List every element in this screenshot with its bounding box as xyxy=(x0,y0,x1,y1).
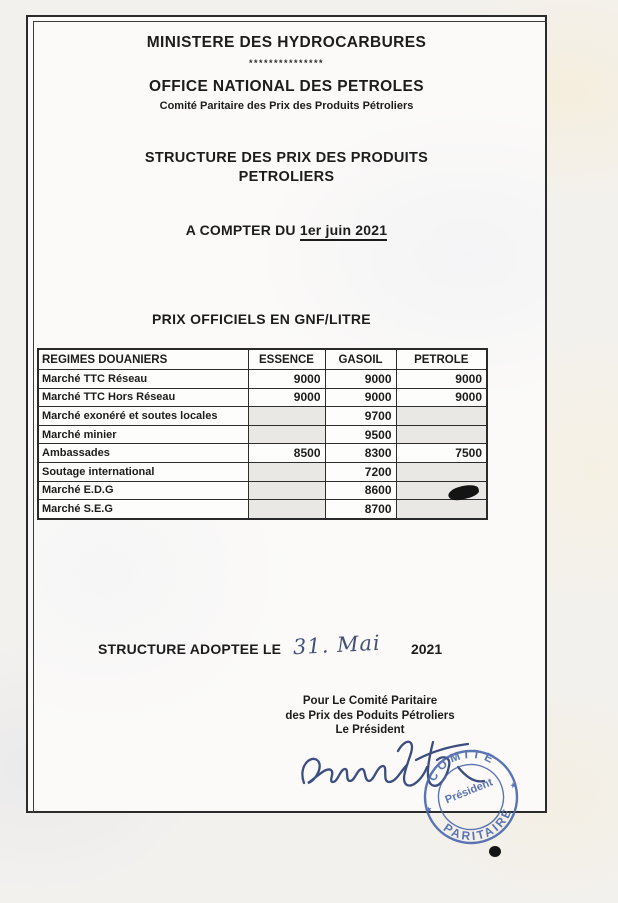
table-row xyxy=(38,481,487,500)
document-title-line2: PETROLIERS xyxy=(238,169,335,185)
adoption-year: 2021 xyxy=(410,641,443,657)
stamp-bottom-text: PARITAIRE xyxy=(440,805,516,844)
signature-block-line3: Le Président xyxy=(335,724,405,736)
essence-value xyxy=(248,462,325,481)
gasoil-value: 9500 xyxy=(325,425,396,444)
column-header-gasoil: GASOIL xyxy=(325,349,396,370)
gasoil-value: 9000 xyxy=(325,370,396,389)
effective-date-prefix: A COMPTER DU xyxy=(185,222,300,238)
table-row xyxy=(38,388,487,407)
signature-block-line2: des Prix des Poduits Pétroliers xyxy=(285,709,455,722)
effective-date-line xyxy=(28,222,545,238)
table-row xyxy=(38,425,487,444)
gasoil-value: 8300 xyxy=(325,444,396,463)
regime-label: Soutage international xyxy=(38,462,248,481)
document-title xyxy=(28,149,545,187)
essence-value xyxy=(248,500,325,519)
adoption-prefix: STRUCTURE ADOPTEE LE xyxy=(98,641,282,657)
asterisk-separator: *************** xyxy=(248,58,325,68)
table-row xyxy=(38,407,487,426)
gasoil-value: 8700 xyxy=(325,500,396,519)
petrole-value xyxy=(396,407,487,426)
gasoil-value: 7200 xyxy=(325,462,396,481)
ministry-title: MINISTERE DES HYDROCARBURES xyxy=(146,34,427,51)
ink-dot xyxy=(489,846,501,857)
signature-block-line1: Pour Le Comité Paritaire xyxy=(302,695,438,707)
essence-value xyxy=(248,407,325,426)
document-title-line1: STRUCTURE DES PRIX DES PRODUITS xyxy=(144,150,429,166)
petrole-value xyxy=(396,462,487,481)
petrole-value xyxy=(396,425,487,444)
table-row xyxy=(38,462,487,481)
effective-date-value: 1er juin 2021 xyxy=(300,222,387,241)
column-header-petrole: PETROLE xyxy=(396,349,487,370)
essence-value xyxy=(248,481,325,500)
column-header-essence: ESSENCE xyxy=(248,349,325,370)
table-row xyxy=(38,444,487,463)
table-row xyxy=(38,370,487,389)
stamp-center-text: Président xyxy=(443,776,495,807)
essence-value: 9000 xyxy=(248,370,325,389)
regime-label: Ambassades xyxy=(38,444,248,463)
stamp-top-text: COMITE xyxy=(424,746,500,784)
petrole-value: 7500 xyxy=(396,444,487,463)
price-table xyxy=(37,348,488,520)
handwritten-date: 31. Mai xyxy=(292,630,382,660)
stamp-star-left-icon: ★ xyxy=(424,804,434,815)
regime-label: Marché TTC Hors Réseau xyxy=(38,388,248,407)
price-table-title: PRIX OFFICIELS EN GNF/LITRE xyxy=(152,311,371,327)
regime-label: Marché E.D.G xyxy=(38,481,248,500)
essence-value: 8500 xyxy=(248,444,325,463)
gasoil-value: 8600 xyxy=(325,481,396,500)
gasoil-value: 9000 xyxy=(325,388,396,407)
column-header-regimes: REGIMES DOUANIERS xyxy=(38,349,248,370)
regime-label: Marché S.E.G xyxy=(38,500,248,519)
committee-subtitle: Comité Paritaire des Prix des Produits Pétroliers xyxy=(159,100,414,112)
table-row xyxy=(38,500,487,519)
petrole-value: 9000 xyxy=(396,388,487,407)
office-title: OFFICE NATIONAL DES PETROLES xyxy=(148,78,424,95)
document-page xyxy=(26,15,547,813)
regime-label: Marché TTC Réseau xyxy=(38,370,248,389)
essence-value: 9000 xyxy=(248,388,325,407)
adoption-line xyxy=(98,630,443,660)
petrole-value xyxy=(396,500,487,519)
regime-label: Marché exonéré et soutes locales xyxy=(38,407,248,426)
table-header-row xyxy=(38,349,487,370)
essence-value xyxy=(248,425,325,444)
stamp-star-right-icon: ★ xyxy=(508,780,519,791)
gasoil-value: 9700 xyxy=(325,407,396,426)
petrole-value: 9000 xyxy=(396,370,487,389)
regime-label: Marché minier xyxy=(38,425,248,444)
